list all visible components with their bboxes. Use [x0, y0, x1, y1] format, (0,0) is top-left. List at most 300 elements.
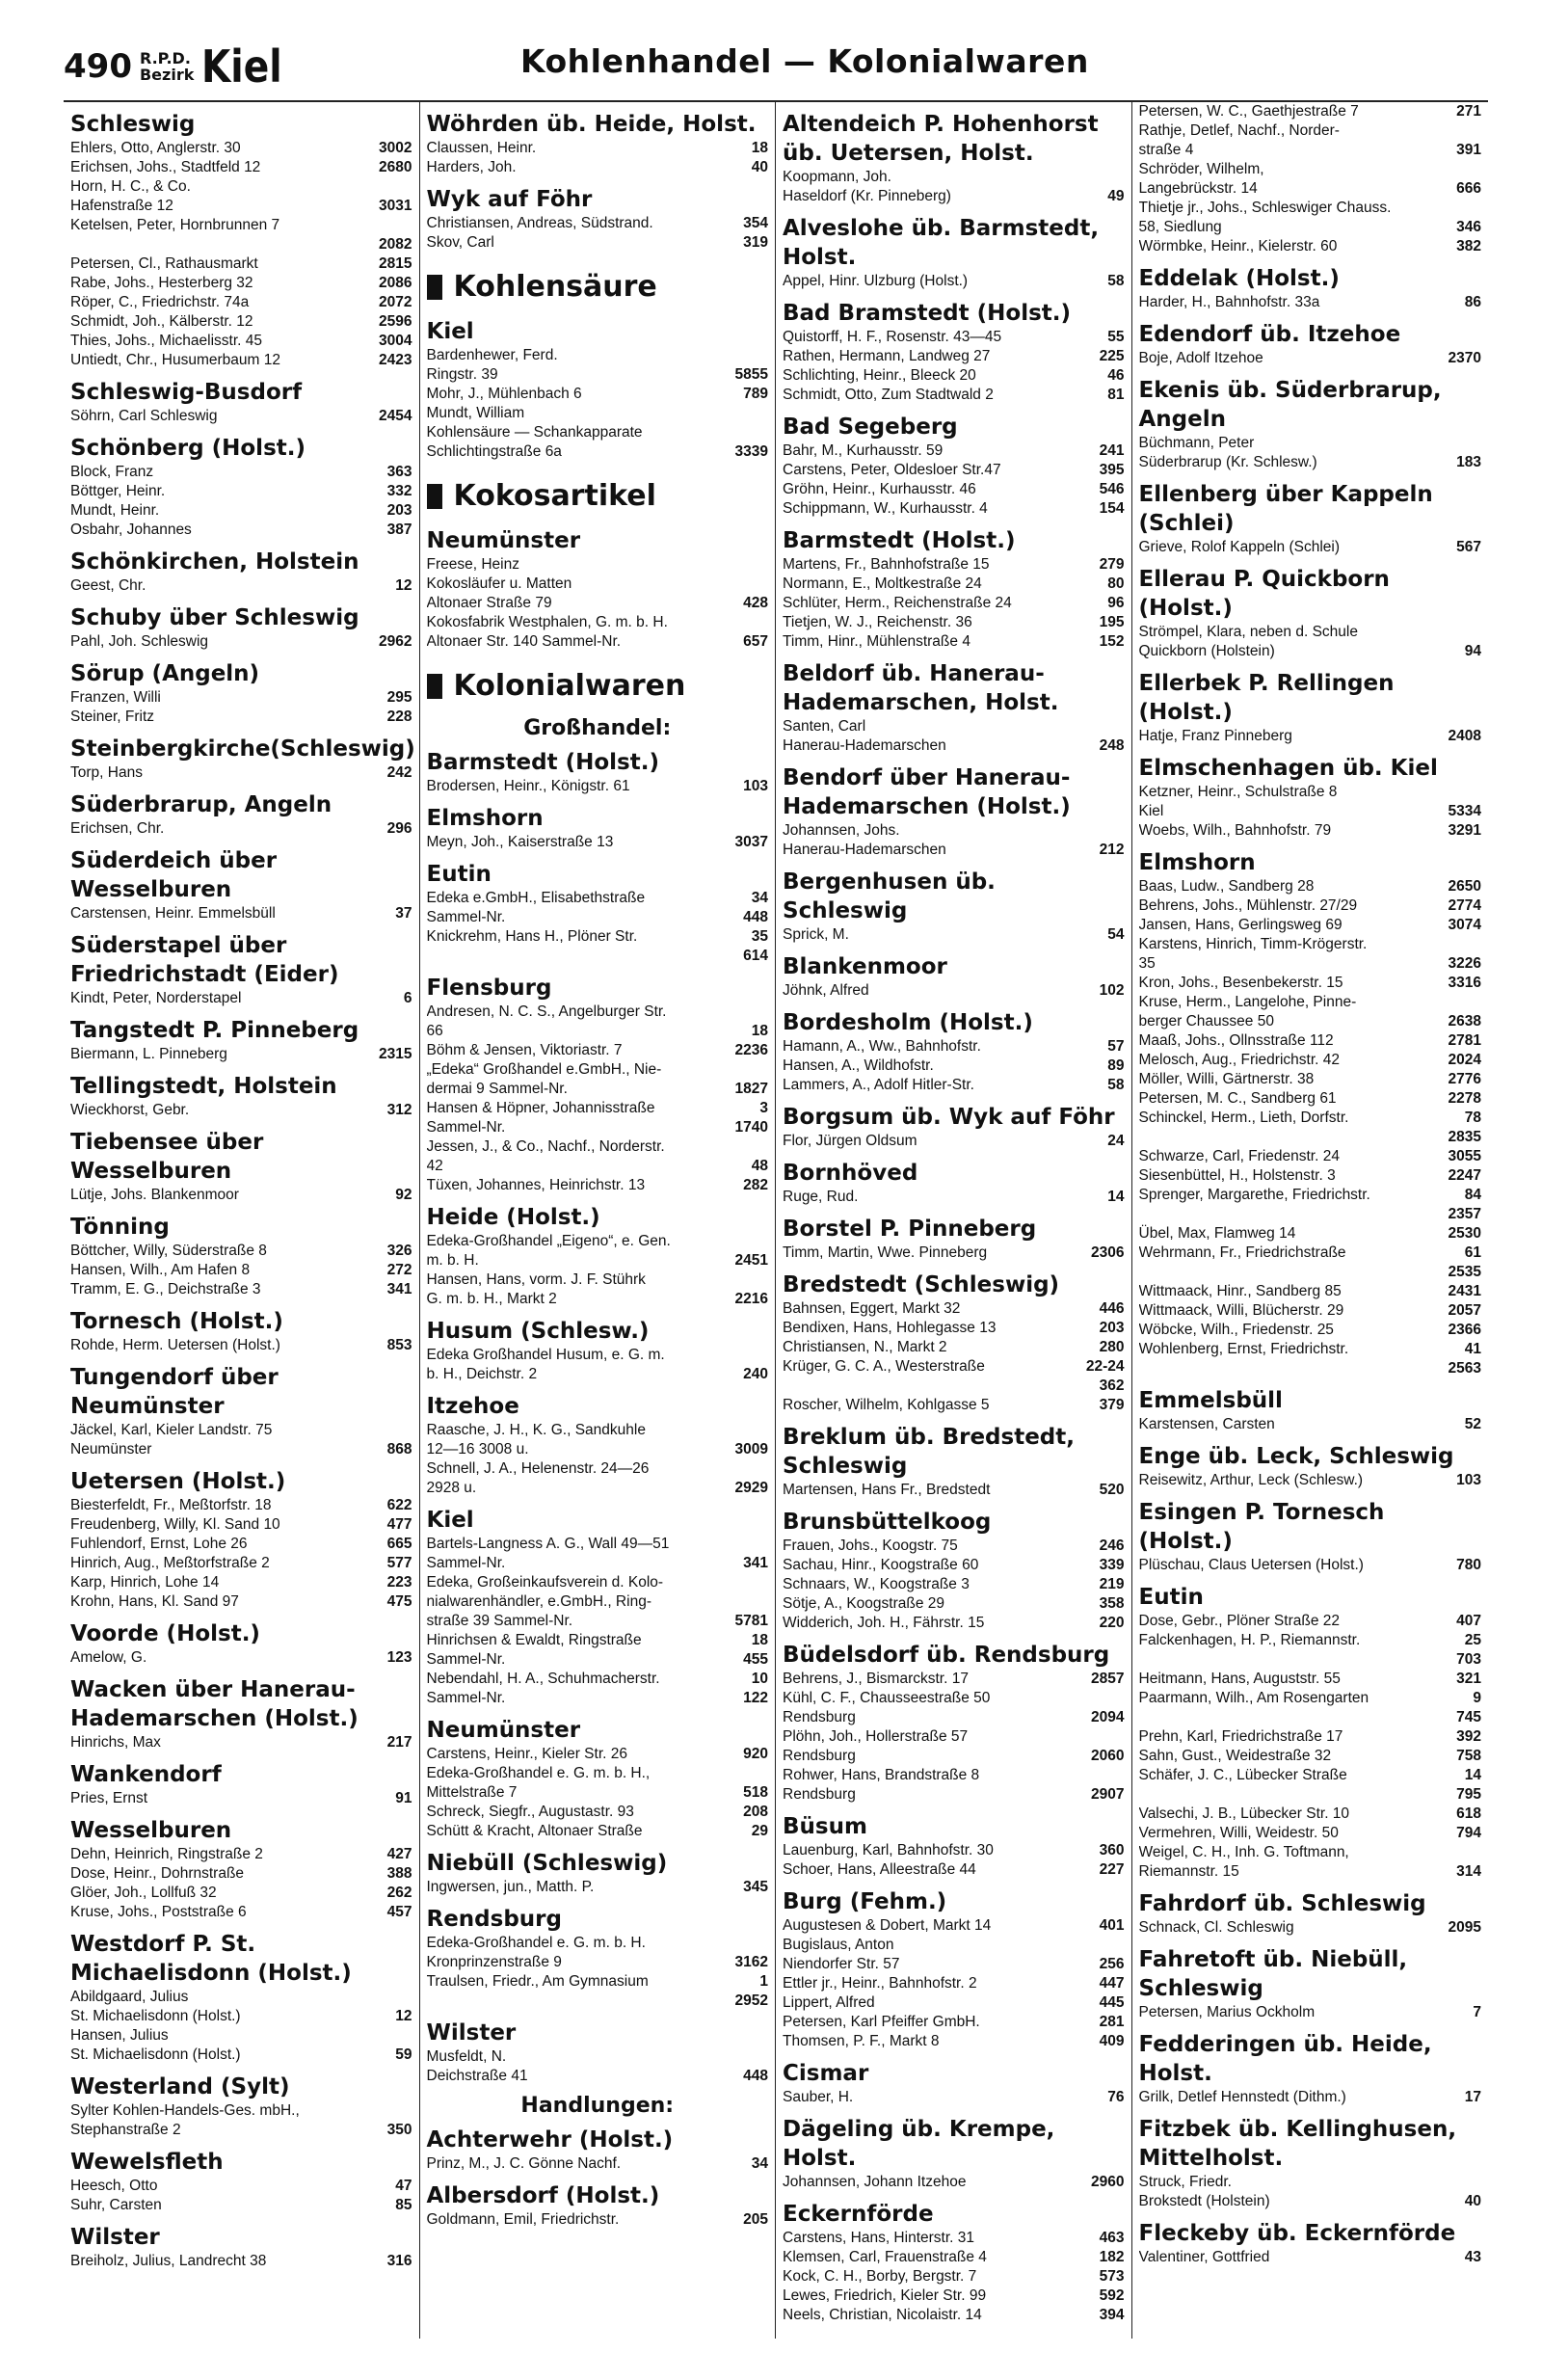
listing-entry: [427, 1099, 769, 1118]
listing-name: Hinrich, Aug., Meßtorfstraße 2: [70, 1555, 270, 1571]
listing-entry: [70, 216, 412, 235]
place-heading: Bergenhusen üb. Schleswig: [783, 869, 996, 923]
listing-entry: [427, 423, 769, 442]
listing-entry: [1139, 1862, 1482, 1882]
place-heading: Tornesch (Holst.): [70, 1309, 283, 1334]
listing-name: Erichsen, Chr.: [70, 820, 165, 837]
phone-number: 392: [1456, 1728, 1481, 1745]
listing-name: Langebrückstr. 14: [1138, 180, 1258, 197]
listing-entry: [783, 1243, 1125, 1263]
listing-name: 12—16 3008 u.: [426, 1441, 529, 1457]
listing-name: Ruge, Rud.: [783, 1189, 859, 1205]
phone-number: 5334: [1448, 803, 1481, 819]
phone-number: 14: [1464, 1767, 1481, 1783]
listing-entry: [70, 1440, 412, 1459]
listing-name: Wohlenberg, Ernst, Friedrichstr.: [1138, 1341, 1349, 1357]
listing-name: berger Chaussee 50: [1138, 1013, 1274, 1030]
place-heading: Wilster: [426, 2020, 517, 2046]
listing-name: Hinrichs, Max: [70, 1734, 161, 1751]
listing-entry: [1139, 1186, 1482, 1205]
listing-name: Appel, Hinr. Ulzburg (Holst.): [783, 273, 969, 289]
listing-name: Freudenberg, Willy, Kl. Sand 10: [70, 1516, 280, 1533]
listing-entry: [427, 233, 769, 253]
listing-name: Hansen, A., Wildhofstr.: [783, 1057, 934, 1074]
listing-entry: [1139, 1340, 1482, 1359]
phone-number: 2563: [1448, 1360, 1481, 1377]
phone-number: 2423: [379, 352, 412, 368]
listing-name: Grilk, Detlef Hennstedt (Dithm.): [1138, 2089, 1346, 2105]
listing-name: Mittelstraße 7: [426, 1784, 518, 1801]
listing-entry: [783, 1936, 1125, 1955]
listing-entry: [783, 1708, 1125, 1727]
phone-number: 2072: [379, 294, 412, 310]
place-heading: Alveslohe üb. Barmstedt, Holst.: [783, 216, 1100, 270]
listing-name: Maaß, Johs., Ollnsstraße 112: [1138, 1032, 1334, 1049]
listing-name: Stephanstraße 2: [70, 2122, 181, 2138]
phone-number: 3339: [734, 443, 768, 460]
listing-name: Suhr, Carsten: [70, 2197, 162, 2213]
listing-name: Meyn, Joh., Kaiserstraße 13: [426, 834, 614, 850]
listing-entry: [427, 158, 769, 177]
phone-number: 319: [743, 234, 768, 251]
listing-entry: [70, 2026, 412, 2046]
phone-number: 37: [395, 905, 412, 922]
place-heading: Büsum: [783, 1814, 867, 1839]
listing-entry: [70, 1101, 412, 1120]
listing-name: Karstens, Hinrich, Timm-Krögerstr.: [1138, 936, 1368, 952]
listing-entry: [783, 366, 1125, 386]
listing-name: Bugislaus, Anton: [783, 1937, 894, 1953]
phone-number: 2236: [734, 1042, 768, 1058]
listing-name: Schlichtingstraße 6a: [426, 443, 562, 460]
phone-number: 219: [1099, 1576, 1125, 1592]
listing-entry: [1139, 160, 1482, 179]
listing-entry: [783, 575, 1125, 594]
listing-name: Christiansen, N., Markt 2: [783, 1339, 947, 1355]
phone-number: 332: [386, 483, 412, 499]
listing-entry: [1139, 1415, 1482, 1434]
phone-number: 272: [386, 1262, 412, 1278]
listing-entry: [427, 1176, 769, 1195]
listing-entry: [783, 2088, 1125, 2107]
place-heading: Schleswig-Busdorf: [70, 380, 303, 405]
listing-name: Jessen, J., & Co., Nachf., Norderstr.: [426, 1138, 665, 1155]
phone-number: 2638: [1448, 1013, 1481, 1030]
phone-number: 666: [1456, 180, 1481, 197]
listing-name: Jansen, Hans, Gerlingsweg 69: [1138, 917, 1343, 933]
listing-entry: [783, 1670, 1125, 1689]
listing-name: Dose, Heinr., Dohrnstraße: [70, 1865, 245, 1882]
phone-number: 2680: [379, 159, 412, 175]
listing-entry: [783, 1132, 1125, 1151]
listing-entry: [783, 1338, 1125, 1357]
place-heading: Barmstedt (Holst.): [783, 528, 1016, 553]
listing-entry: [70, 904, 412, 923]
phone-number: 182: [1099, 2249, 1125, 2265]
listing-name: Gröhn, Heinr., Kurhausstr. 46: [783, 481, 976, 497]
listing-name: Böttger, Heinr.: [70, 483, 166, 499]
listing-name: Osbahr, Johannes: [70, 521, 192, 538]
listing-entry: [783, 1747, 1125, 1766]
listing-entry: [783, 1396, 1125, 1415]
listing-name: Petersen, W. C., Gaethjestraße 7: [1138, 103, 1359, 120]
listing-entry: [783, 1594, 1125, 1614]
listing-name: Hansen, Hans, vorm. J. F. Stührk: [426, 1271, 646, 1288]
phone-number: 448: [743, 909, 768, 925]
listing-name: Büchmann, Peter: [1138, 435, 1255, 451]
listing-name: Sauber, H.: [783, 2089, 854, 2105]
listing-name: Grieve, Rolof Kappeln (Schlei): [1138, 539, 1340, 555]
listing-entry: [70, 521, 412, 540]
listing-entry: [783, 1916, 1125, 1936]
listing-entry: [427, 1592, 769, 1612]
listing-name: Ettler jr., Heinr., Bahnhofstr. 2: [783, 1975, 977, 1992]
phone-number: 6: [403, 990, 412, 1006]
listing-entry: [70, 501, 412, 521]
place-heading: Süderstapel über Friedrichstadt (Eider): [70, 933, 339, 987]
phone-number: 296: [386, 820, 412, 837]
phone-number: 96: [1107, 595, 1125, 611]
listing-entry: [1139, 623, 1482, 642]
listing-name: Sötje, A., Koogstraße 29: [783, 1595, 945, 1612]
listing-entry: [1139, 102, 1482, 121]
listing-entry: [70, 274, 412, 293]
listing-entry: [427, 1137, 769, 1157]
listing-name: Bendixen, Hans, Hohlegasse 13: [783, 1320, 997, 1336]
listing-entry: [1139, 821, 1482, 841]
listing-name: Lewes, Friedrich, Kieler Str. 99: [783, 2287, 987, 2304]
phone-number: 81: [1107, 387, 1125, 403]
listing-entry: [427, 346, 769, 365]
listing-entry: [70, 2007, 412, 2026]
phone-number: 242: [386, 764, 412, 781]
phone-number: 2095: [1448, 1919, 1481, 1936]
listing-entry: [783, 480, 1125, 499]
phone-number: 1827: [734, 1081, 768, 1097]
phone-number: 2024: [1448, 1052, 1481, 1068]
listing-entry: [1139, 1012, 1482, 1031]
phone-number: 475: [386, 1593, 412, 1610]
listing-entry: [1139, 237, 1482, 256]
listing-entry: [427, 555, 769, 575]
listing-name: Harder, H., Bahnhofstr. 33a: [1138, 294, 1320, 310]
listing-entry: [783, 736, 1125, 756]
listing-entry: [427, 1421, 769, 1440]
listing-name: Baas, Ludw., Sandberg 28: [1138, 878, 1315, 895]
listing-name: Carstensen, Heinr. Emmelsbüll: [70, 905, 276, 922]
listing-name: Sammel-Nr.: [426, 1651, 506, 1668]
listing-entry: [70, 1864, 412, 1884]
listing-name: Schmidt, Otto, Zum Stadtwald 2: [783, 387, 994, 403]
phone-number: 240: [743, 1366, 768, 1382]
listing-entry: [427, 1232, 769, 1251]
listing-name: Sahn, Gust., Weidestraße 32: [1138, 1748, 1332, 1764]
listing-name: Schlichting, Heinr., Bleeck 20: [783, 367, 976, 384]
place-heading: Uetersen (Holst.): [70, 1469, 286, 1494]
listing-name: Siesenbüttel, H., Holstenstr. 3: [1138, 1167, 1336, 1184]
listing-name: Schnaars, W., Koogstraße 3: [783, 1576, 970, 1592]
listing-name: Sammel-Nr.: [426, 909, 506, 925]
listing-name: Tramm, E. G., Deichstraße 3: [70, 1281, 261, 1297]
phone-number: 316: [386, 2253, 412, 2269]
listing-entry: [1139, 896, 1482, 916]
listing-entry: [70, 2121, 412, 2140]
place-heading: Rendsburg: [426, 1907, 562, 1932]
listing-name: Carstens, Hans, Hinterstr. 31: [783, 2230, 974, 2246]
phone-number: 102: [1099, 982, 1125, 999]
column-4: [1132, 102, 1489, 2339]
place-heading: Tönning: [70, 1215, 170, 1240]
phone-number: 363: [386, 464, 412, 480]
phone-number: 2596: [379, 313, 412, 330]
listing-entry: [70, 1592, 412, 1612]
listing-entry: [783, 1481, 1125, 1500]
listing-name: Martensen, Hans Fr., Bredstedt: [783, 1482, 991, 1498]
listing-entry: [427, 2210, 769, 2230]
listing-name: Plöhn, Joh., Hollerstraße 57: [783, 1728, 969, 1745]
page-number: 490: [64, 47, 132, 86]
listing-entry: [783, 441, 1125, 461]
listing-entry: [1139, 1321, 1482, 1340]
listing-name: 58, Siedlung: [1138, 219, 1222, 235]
place-heading: Fleckeby üb. Eckernförde: [1138, 2221, 1456, 2246]
listing-entry: [427, 404, 769, 423]
place-heading: Bad Segeberg: [783, 414, 958, 440]
listing-entry: [70, 463, 412, 482]
phone-number: 40: [1464, 2193, 1481, 2209]
listing-name: Biesterfeldt, Fr., Meßtorfstr. 18: [70, 1497, 272, 1513]
listing-name: Hansen & Höpner, Johannisstraße: [426, 1100, 655, 1116]
listing-entry: [1139, 935, 1482, 954]
listing-entry: [427, 889, 769, 908]
listing-name: Petersen, M. C., Sandberg 61: [1138, 1090, 1337, 1107]
listing-entry: [70, 1045, 412, 1064]
place-heading: Heide (Holst.): [426, 1205, 600, 1230]
listing-name: Bahr, M., Kurhausstr. 59: [783, 442, 944, 459]
listing-entry: [427, 365, 769, 385]
listing-name: [1139, 1359, 1443, 1378]
listing-entry: [1139, 954, 1482, 974]
listing-entry: [1139, 2173, 1482, 2192]
listing-entry: [427, 1346, 769, 1365]
listing-name: [1139, 1708, 1451, 1727]
place-heading: Fahretoft üb. Niebüll, Schleswig: [1138, 1947, 1408, 2001]
listing-name: Wehrmann, Fr., Friedrichstraße: [1138, 1244, 1346, 1261]
phone-number: 3031: [379, 198, 412, 214]
listing-name: Strömpel, Klara, neben d. Schule: [1138, 624, 1358, 640]
phone-number: 2408: [1448, 728, 1481, 744]
phone-number: 567: [1456, 539, 1481, 555]
phone-number: 868: [386, 1441, 412, 1457]
phone-number: 54: [1107, 926, 1125, 943]
listing-name: Widderich, Joh. H., Fährstr. 15: [783, 1615, 985, 1631]
listing-entry: [1139, 1301, 1482, 1321]
listing-name: Rathen, Hermann, Landweg 27: [783, 348, 991, 364]
listing-name: Boje, Adolf Itzehoe: [1138, 350, 1263, 366]
listing-entry: [427, 1459, 769, 1479]
listing-name: [1139, 1785, 1451, 1805]
phone-number: 248: [1099, 737, 1125, 754]
phone-number: 34: [751, 2155, 768, 2172]
phone-number: 43: [1464, 2249, 1481, 2265]
listing-entry: [70, 1515, 412, 1535]
listing-name: Hatje, Franz Pinneberg: [1138, 728, 1292, 744]
listing-name: Bardenhewer, Ferd.: [426, 347, 558, 363]
phone-number: 354: [743, 215, 768, 231]
listing-name: straße 4: [1138, 142, 1194, 158]
listing-entry: [783, 1575, 1125, 1594]
place-heading: Wankendorf: [70, 1762, 222, 1787]
listing-name: Musfeldt, N.: [426, 2048, 507, 2065]
listing-name: Haseldorf (Kr. Pinneberg): [783, 188, 951, 204]
phone-number: 2650: [1448, 878, 1481, 895]
listing-name: Ehlers, Otto, Anglerstr. 30: [70, 140, 241, 156]
listing-name: Kronprinzenstraße 9: [426, 1954, 562, 1970]
phone-number: 92: [395, 1187, 412, 1203]
phone-number: 5855: [734, 366, 768, 383]
listing-entry: [70, 1733, 412, 1752]
phone-number: 2952: [734, 1992, 768, 2009]
listing-name: Sprenger, Margarethe, Friedrichstr.: [1138, 1187, 1370, 1203]
listing-entry: [70, 1648, 412, 1668]
phone-number: 387: [386, 521, 412, 538]
listing-entry: [427, 1953, 769, 1972]
listing-entry: [70, 2196, 412, 2215]
listing-entry: [427, 1803, 769, 1822]
listing-entry: [427, 1041, 769, 1060]
listing-entry: [427, 1157, 769, 1176]
listing-name: Sammel-Nr.: [426, 1690, 506, 1706]
listing-name: [1139, 1650, 1451, 1670]
listing-entry: [1139, 2192, 1482, 2211]
place-heading: Flensburg: [426, 976, 552, 1001]
listing-entry: [1139, 1918, 1482, 1938]
listing-name: Geest, Chr.: [70, 577, 146, 594]
phone-number: 262: [386, 1885, 412, 1901]
listing-entry: [783, 2032, 1125, 2051]
listing-name: Carstens, Peter, Oldesloer Str.47: [783, 462, 1001, 478]
listing-name: Böttcher, Willy, Süderstraße 8: [70, 1243, 267, 1259]
listing-entry: [70, 158, 412, 177]
listing-name: Vermehren, Willi, Weidestr. 50: [1138, 1825, 1339, 1841]
listing-entry: [427, 214, 769, 233]
listing-entry: [427, 632, 769, 652]
listing-entry: [427, 442, 769, 462]
phone-number: 341: [386, 1281, 412, 1297]
listing-entry: [1139, 1243, 1482, 1263]
phone-number: 2960: [1091, 2174, 1125, 2190]
listing-name: Wöbcke, Wilh., Friedenstr. 25: [1138, 1322, 1334, 1338]
place-heading: Bendorf über Hanerau-Hademarschen (Holst.): [783, 765, 1071, 819]
listing-name: Glöer, Joh., Lollfuß 32: [70, 1885, 217, 1901]
listing-entry: [1139, 877, 1482, 896]
listing-name: Pahl, Joh. Schleswig: [70, 633, 209, 650]
place-heading: Wewelsfleth: [70, 2150, 224, 2175]
place-heading: Bordesholm (Holst.): [783, 1010, 1033, 1035]
place-heading: Süderdeich über Wesselburen: [70, 848, 278, 902]
phone-number: 29: [751, 1823, 768, 1839]
phone-number: 2451: [734, 1252, 768, 1269]
listing-entry: [70, 1789, 412, 1808]
listing-name: Carstens, Heinr., Kieler Str. 26: [426, 1746, 627, 1762]
phone-number: 448: [743, 2068, 768, 2084]
listing-name: Goldmann, Emil, Friedrichstr.: [426, 2211, 620, 2228]
listing-name: Rohwer, Hans, Brandstraße 8: [783, 1767, 980, 1783]
listing-name: Timm, Hinr., Mühlenstraße 4: [783, 633, 970, 650]
listing-name: Übel, Max, Flamweg 14: [1138, 1225, 1296, 1242]
listing-entry: [783, 1037, 1125, 1056]
section-marker: [427, 484, 442, 509]
listing-entry: [1139, 916, 1482, 935]
listing-entry: [70, 197, 412, 216]
listing-name: Brokstedt (Holstein): [1138, 2193, 1270, 2209]
place-heading: Bornhöved: [783, 1161, 918, 1186]
listing-name: Freese, Heinz: [426, 556, 519, 573]
listing-name: Knickrehm, Hans H., Plöner Str.: [426, 928, 638, 945]
phone-number: 61: [1464, 1244, 1481, 1261]
phone-number: 57: [1107, 1038, 1125, 1055]
listing-name: Thies, Johs., Michaelisstr. 45: [70, 333, 262, 349]
listing-entry: [1139, 1631, 1482, 1650]
listing-entry: [1139, 1070, 1482, 1089]
listing-entry: [1139, 1109, 1482, 1128]
listing-name: Karstensen, Carsten: [1138, 1416, 1275, 1432]
listing-name: Traulsen, Friedr., Am Gymnasium: [426, 1973, 649, 1990]
listing-entry: [783, 613, 1125, 632]
place-heading: Kiel: [426, 1508, 474, 1533]
place-heading: Beldorf üb. Hanerau-Hademarschen, Holst.: [783, 661, 1059, 715]
listing-name: Kühl, C. F., Chausseestraße 50: [783, 1690, 991, 1706]
listing-name: Lütje, Johs. Blankenmoor: [70, 1187, 239, 1203]
listing-name: [427, 947, 738, 966]
listing-name: Edeka, Großeinkaufsverein d. Kolo-: [426, 1574, 664, 1591]
listing-entry: [1139, 218, 1482, 237]
listing-name: Franzen, Willi: [70, 689, 161, 706]
listing-entry: [1139, 349, 1482, 368]
place-heading: Borstel P. Pinneberg: [783, 1217, 1037, 1242]
place-heading: Wesselburen: [70, 1818, 232, 1843]
place-heading: Elmshorn: [426, 806, 544, 831]
listing-entry: [70, 407, 412, 426]
column-1: [64, 102, 420, 2339]
listing-entry: [427, 1650, 769, 1670]
listing-name: Krohn, Hans, Kl. Sand 97: [70, 1593, 239, 1610]
phone-number: 2929: [734, 1480, 768, 1496]
phone-number: 246: [1099, 1538, 1125, 1554]
listing-name: straße 39 Sammel-Nr.: [426, 1613, 573, 1629]
listing-entry: [783, 1614, 1125, 1633]
listing-entry: [783, 2229, 1125, 2248]
listing-name: Frauen, Johs., Koogstr. 75: [783, 1538, 958, 1554]
listing-entry: [427, 927, 769, 947]
listing-name: Schoer, Hans, Alleestraße 44: [783, 1861, 976, 1878]
listing-entry: [1139, 1556, 1482, 1575]
place-heading: Tiebensee über Wesselburen: [70, 1130, 264, 1184]
listing-name: Prehn, Karl, Friedrichstraße 17: [1138, 1728, 1343, 1745]
listing-name: Schmidt, Joh., Kälberstr. 12: [70, 313, 253, 330]
phone-number: 3009: [734, 1441, 768, 1457]
listing-name: Biermann, L. Pinneberg: [70, 1046, 227, 1062]
phone-number: 3: [759, 1100, 768, 1116]
listing-entry: [427, 1118, 769, 1137]
listing-name: Thomsen, P. F., Markt 8: [783, 2033, 940, 2049]
phone-number: 280: [1099, 1339, 1125, 1355]
listing-entry: [783, 461, 1125, 480]
listing-entry: [1139, 1766, 1482, 1785]
listing-entry: [70, 1535, 412, 1554]
listing-entry: [427, 1080, 769, 1099]
listing-entry: [427, 1992, 769, 2011]
